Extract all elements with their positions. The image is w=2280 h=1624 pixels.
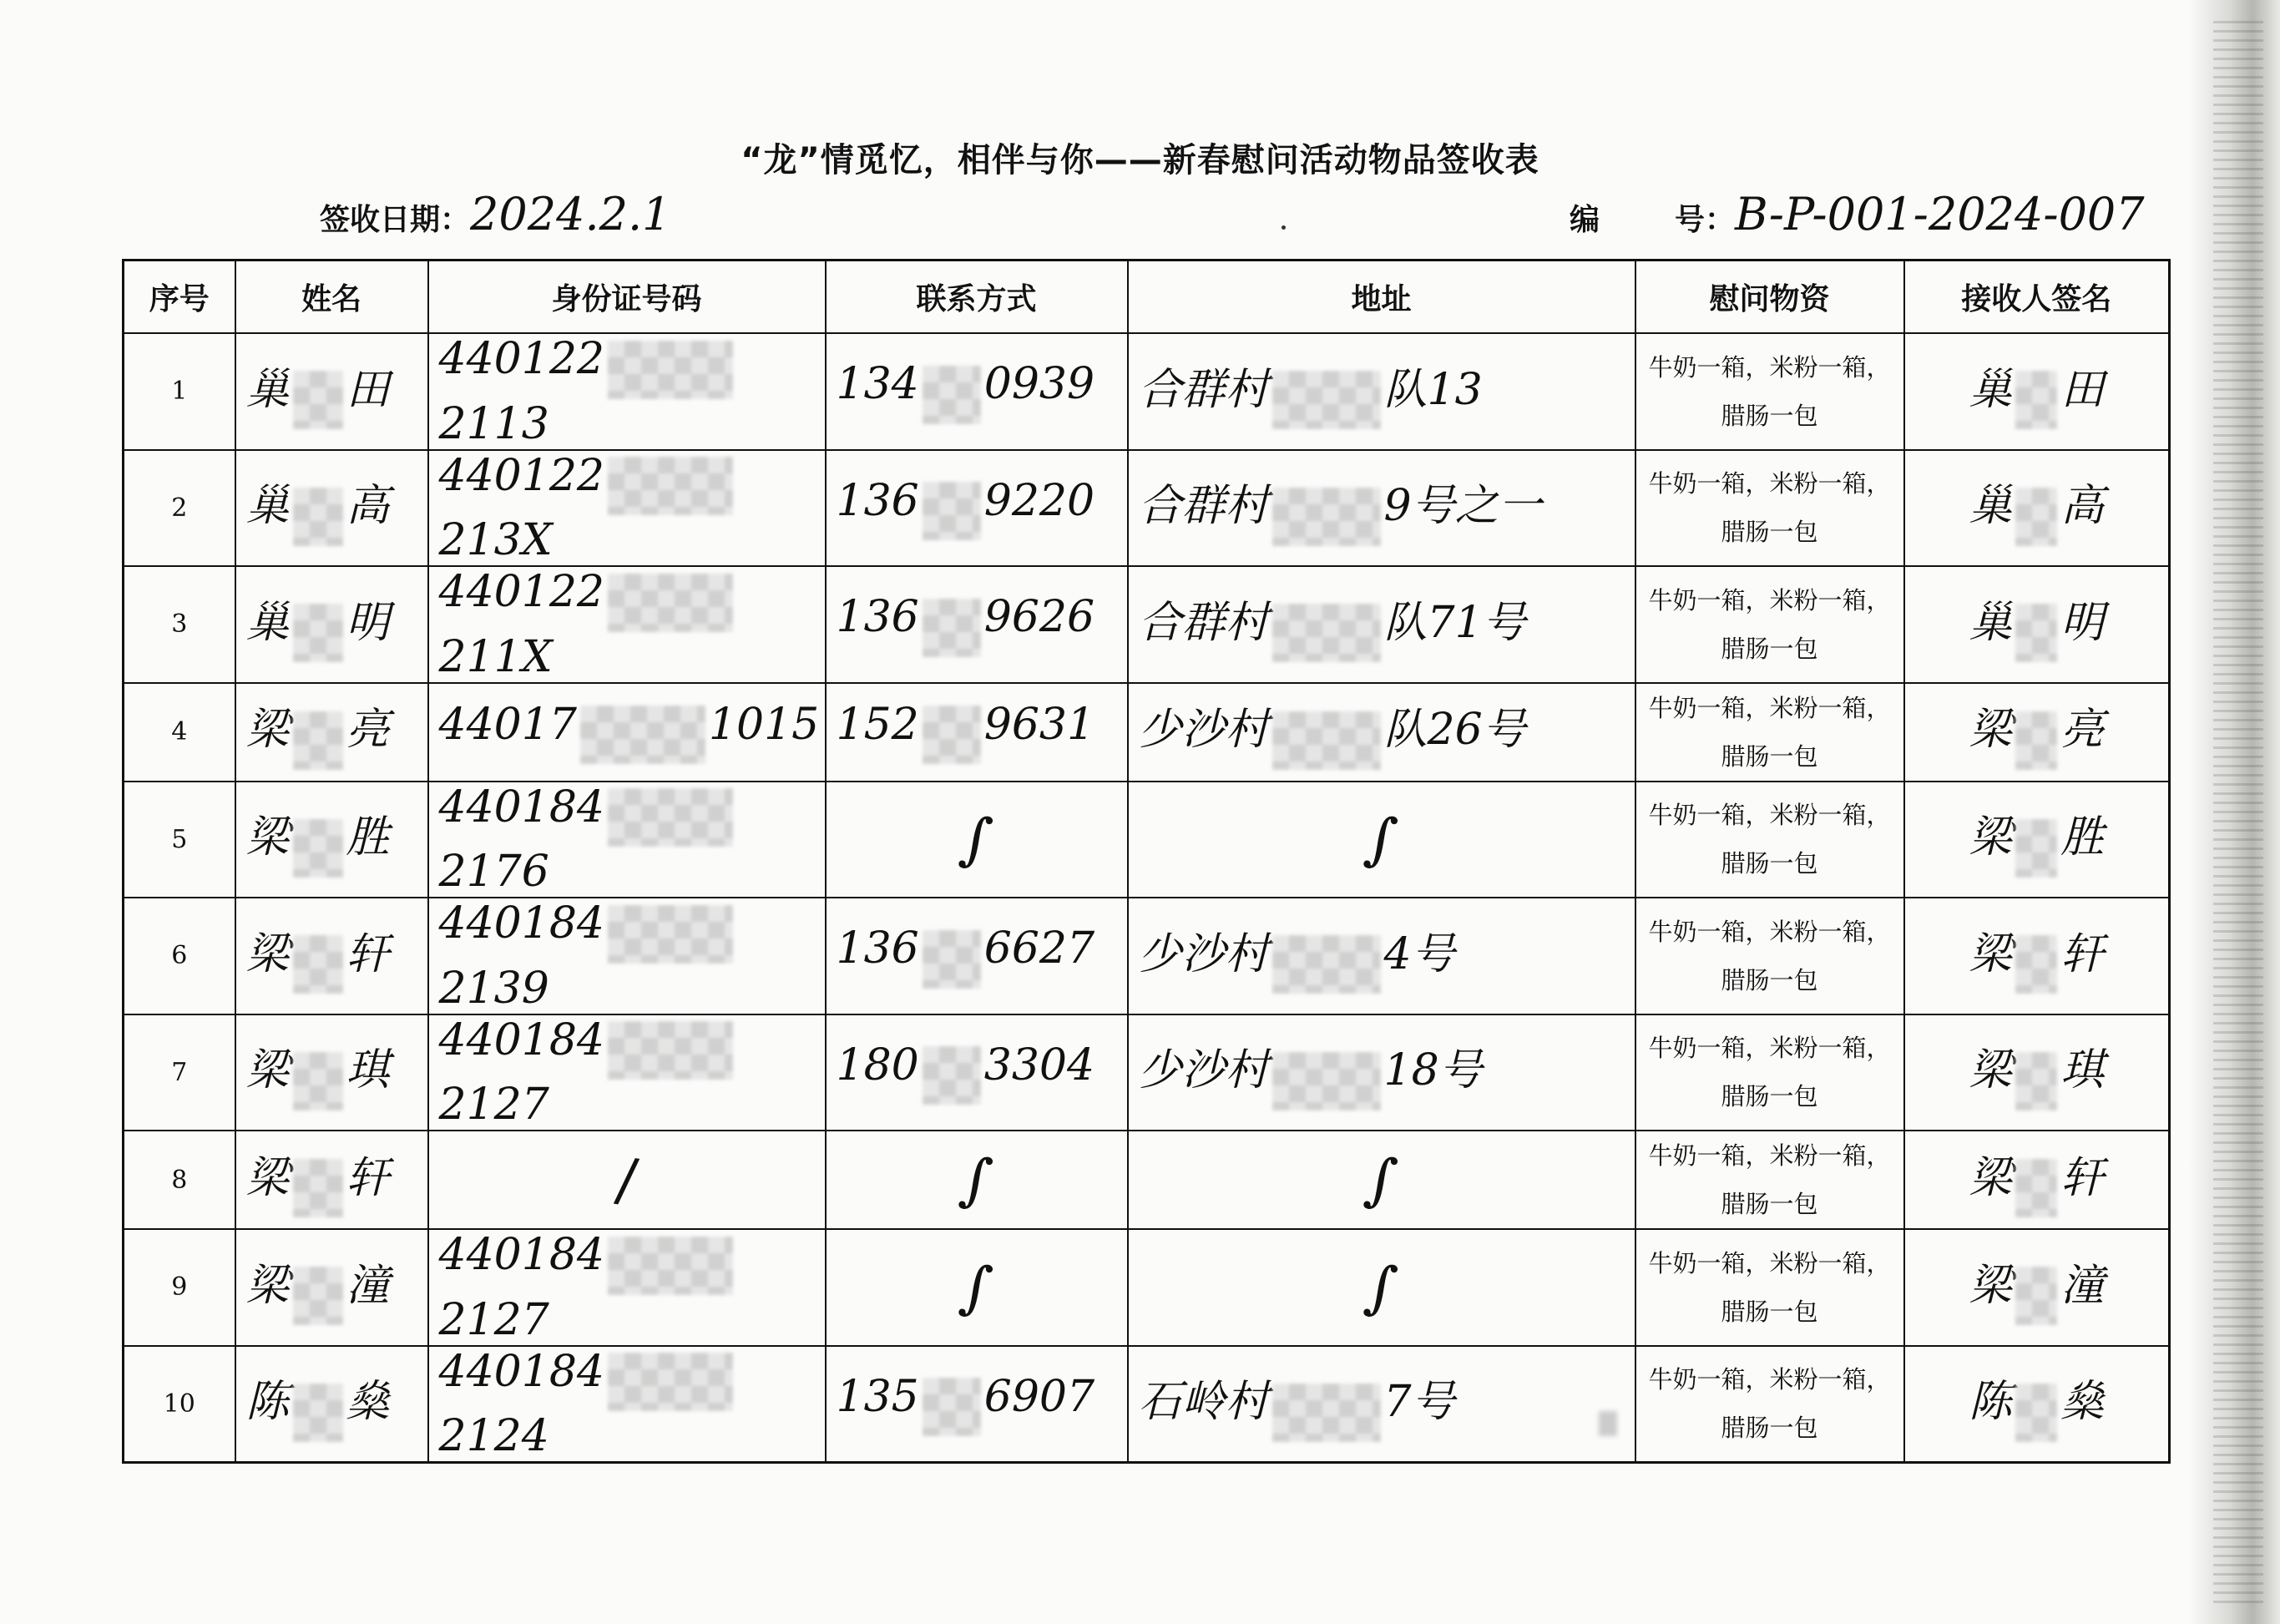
- row-address: [1128, 566, 1635, 683]
- row-phone-prefix: 152: [836, 699, 919, 750]
- row-signature-suffix: 田: [2060, 364, 2105, 415]
- row-phone-suffix: 6627: [983, 923, 1095, 974]
- row-goods: [1635, 1346, 1904, 1463]
- row-signature: [1904, 898, 2170, 1014]
- row-id-suffix: 1015: [708, 699, 820, 750]
- row-id-suffix: 2124: [438, 1411, 549, 1461]
- redaction-mask: [923, 1046, 981, 1105]
- redaction-mask: [1272, 711, 1381, 770]
- row-signature-prefix: 梁: [1969, 1152, 2013, 1203]
- table-row: [124, 683, 2170, 782]
- row-phone-prefix: 180: [836, 1040, 919, 1090]
- redaction-mask: [2015, 371, 2057, 429]
- row-name: [235, 1346, 428, 1463]
- row-goods-line2: 腊肠一包: [1721, 401, 1818, 430]
- table-body: [124, 333, 2170, 1463]
- row-id-prefix: 440122: [438, 567, 605, 617]
- row-phone-suffix: 0939: [983, 359, 1095, 409]
- table-header-row: [124, 261, 2170, 334]
- redaction-mask: [293, 1159, 343, 1217]
- redaction-mask: [608, 1237, 733, 1295]
- redaction-mask: [580, 706, 705, 764]
- row-name: [235, 1229, 428, 1346]
- row-phone-ditto-mark: ∫: [956, 1251, 997, 1323]
- table-row: [124, 898, 2170, 1014]
- row-id-suffix: 2176: [438, 847, 549, 897]
- row-name-suffix: 燊: [346, 1377, 390, 1427]
- row-phone-prefix: 136: [836, 592, 919, 642]
- row-phone-prefix: 136: [836, 475, 919, 526]
- redaction-mask: [1272, 1052, 1381, 1110]
- row-id: [428, 1229, 826, 1346]
- row-goods-line2: 腊肠一包: [1721, 1190, 1818, 1218]
- row-phone: [826, 898, 1128, 1014]
- row-signature-prefix: 巢: [1969, 481, 2013, 531]
- redaction-mask: [608, 1353, 733, 1411]
- row-address: [1128, 450, 1635, 567]
- row-name: [235, 683, 428, 782]
- row-goods-line2: 腊肠一包: [1721, 849, 1818, 878]
- sign-date-row: [320, 188, 670, 240]
- row-id-prefix: 440184: [438, 782, 605, 832]
- row-signature: [1904, 1014, 2170, 1131]
- row-goods: [1635, 333, 1904, 450]
- row-address-suffix: 9号之一: [1383, 481, 1542, 531]
- table-row: [124, 1131, 2170, 1229]
- row-id-suffix: 2127: [438, 1080, 549, 1130]
- table-row: [124, 782, 2170, 898]
- row-signature: [1904, 566, 2170, 683]
- row-signature-prefix: 巢: [1969, 364, 2013, 415]
- row-signature-prefix: 梁: [1969, 1045, 2013, 1095]
- row-phone-prefix: 134: [836, 359, 919, 409]
- row-name: [235, 450, 428, 567]
- row-seq: 10: [124, 1346, 235, 1463]
- row-phone-ditto-mark: ∫: [956, 803, 997, 876]
- row-address: [1128, 1346, 1635, 1463]
- row-name: [235, 782, 428, 898]
- row-goods-line1: 牛奶一箱，米粉一箱，: [1648, 585, 1891, 615]
- redaction-mask: [293, 935, 343, 994]
- row-address-ditto-mark: ∫: [1361, 1143, 1402, 1217]
- row-address-prefix: 合群村: [1138, 364, 1269, 415]
- row-address-prefix: 少沙村: [1138, 1045, 1269, 1095]
- redaction-mask: [608, 574, 733, 632]
- row-address-prefix: 少沙村: [1138, 705, 1269, 756]
- row-id: [428, 450, 826, 567]
- row-name: [235, 566, 428, 683]
- row-id: [428, 683, 826, 782]
- row-name-prefix: 陈: [245, 1377, 290, 1427]
- redaction-mask: [2015, 819, 2057, 878]
- row-phone: [826, 683, 1128, 782]
- redaction-mask: [608, 457, 733, 515]
- row-name-suffix: 琪: [346, 1045, 390, 1095]
- receipt-table: [122, 259, 2171, 1464]
- row-signature: [1904, 1229, 2170, 1346]
- row-goods-line2: 腊肠一包: [1721, 518, 1818, 547]
- table-row: [124, 566, 2170, 683]
- redaction-mask: [923, 599, 981, 657]
- redaction-mask: [1272, 1384, 1381, 1442]
- row-goods: [1635, 1229, 1904, 1346]
- row-address-prefix: 合群村: [1138, 481, 1269, 531]
- row-address-ditto-mark: ∫: [1361, 1251, 1402, 1323]
- row-name-suffix: 明: [346, 597, 390, 648]
- row-signature-prefix: 梁: [1969, 705, 2013, 756]
- row-id: [428, 1131, 826, 1229]
- scan-edge-grain: [2213, 17, 2263, 1603]
- row-address-suffix: 队13: [1383, 364, 1483, 415]
- row-seq: 9: [124, 1229, 235, 1346]
- row-name: [235, 1014, 428, 1131]
- scan-edge-shadow: [2188, 0, 2280, 1624]
- row-address-prefix: 少沙村: [1138, 928, 1269, 979]
- row-signature: [1904, 683, 2170, 782]
- row-signature-suffix: 高: [2060, 481, 2105, 531]
- row-address-suffix: 7号: [1383, 1377, 1455, 1427]
- row-goods: [1635, 450, 1904, 567]
- redaction-mask: [923, 930, 981, 989]
- row-phone: [826, 1346, 1128, 1463]
- row-id-prefix: 440184: [438, 898, 605, 949]
- row-id-prefix: 440122: [438, 450, 605, 501]
- row-phone: [826, 566, 1128, 683]
- row-goods-line1: 牛奶一箱，米粉一箱，: [1648, 693, 1891, 722]
- row-id-prefix: 44017: [438, 699, 577, 750]
- sign-date-value: 2024.2.1: [470, 188, 671, 240]
- scan-smudge: [1599, 1411, 1617, 1436]
- row-address-suffix: 队71号: [1383, 597, 1526, 648]
- row-signature-prefix: 梁: [1969, 812, 2013, 863]
- row-goods: [1635, 782, 1904, 898]
- row-signature-prefix: 陈: [1969, 1377, 2013, 1427]
- redaction-mask: [293, 1384, 343, 1442]
- table-row: [124, 1346, 2170, 1463]
- redaction-mask: [2015, 1159, 2057, 1217]
- row-phone: [826, 1014, 1128, 1131]
- row-phone: [826, 782, 1128, 898]
- col-header-address: 地址: [1128, 261, 1635, 334]
- row-name-prefix: 梁: [245, 705, 290, 756]
- row-signature-prefix: 巢: [1969, 597, 2013, 648]
- ink-dot: [1282, 225, 1286, 230]
- row-goods-line2: 腊肠一包: [1721, 1297, 1818, 1326]
- row-goods-line2: 腊肠一包: [1721, 1082, 1818, 1111]
- row-name-suffix: 田: [346, 364, 390, 415]
- col-header-goods: 慰问物资: [1635, 261, 1904, 334]
- row-goods-line2: 腊肠一包: [1721, 1414, 1818, 1443]
- table-row: [124, 333, 2170, 450]
- row-goods-line1: 牛奶一箱，米粉一箱，: [1648, 1034, 1891, 1063]
- row-phone-suffix: 3304: [983, 1040, 1095, 1090]
- redaction-mask: [293, 819, 343, 878]
- row-address: [1128, 333, 1635, 450]
- row-id-suffix: 211X: [438, 631, 553, 682]
- row-name-suffix: 轩: [346, 928, 390, 979]
- row-seq: 2: [124, 450, 235, 567]
- row-goods-line2: 腊肠一包: [1721, 634, 1818, 663]
- row-seq: 4: [124, 683, 235, 782]
- row-phone-ditto-mark: ∫: [956, 1143, 997, 1217]
- row-id-prefix: 440184: [438, 1346, 605, 1397]
- row-address: [1128, 782, 1635, 898]
- row-goods: [1635, 898, 1904, 1014]
- row-address: [1128, 683, 1635, 782]
- table-row: [124, 1229, 2170, 1346]
- serial-value: B-P-001-2024-007: [1735, 188, 2145, 240]
- row-name-prefix: 梁: [245, 1152, 290, 1203]
- row-address-suffix: 18号: [1383, 1045, 1483, 1095]
- row-name-suffix: 胜: [346, 812, 390, 863]
- row-signature: [1904, 1346, 2170, 1463]
- row-phone-prefix: 135: [836, 1371, 919, 1422]
- redaction-mask: [923, 1378, 981, 1436]
- row-seq: 8: [124, 1131, 235, 1229]
- row-phone-suffix: 6907: [983, 1371, 1095, 1422]
- row-name-prefix: 巢: [245, 364, 290, 415]
- redaction-mask: [1272, 488, 1381, 546]
- row-goods: [1635, 1131, 1904, 1229]
- row-name-suffix: 潼: [346, 1260, 390, 1311]
- row-address: [1128, 1131, 1635, 1229]
- row-name-prefix: 梁: [245, 1045, 290, 1095]
- row-name-prefix: 梁: [245, 812, 290, 863]
- row-phone: [826, 450, 1128, 567]
- row-signature: [1904, 782, 2170, 898]
- row-phone: [826, 333, 1128, 450]
- row-id-prefix: 440184: [438, 1230, 605, 1280]
- redaction-mask: [2015, 604, 2057, 662]
- row-name-prefix: 梁: [245, 1260, 290, 1311]
- row-signature-suffix: 轩: [2060, 1152, 2105, 1203]
- row-signature-suffix: 胜: [2060, 812, 2105, 863]
- row-goods-line1: 牛奶一箱，米粉一箱，: [1648, 469, 1891, 498]
- row-id-suffix: 2127: [438, 1294, 549, 1345]
- redaction-mask: [608, 905, 733, 964]
- row-id: [428, 898, 826, 1014]
- redaction-mask: [293, 711, 343, 770]
- row-name-suffix: 亮: [346, 705, 390, 756]
- row-phone: [826, 1131, 1128, 1229]
- row-phone: [826, 1229, 1128, 1346]
- row-id: [428, 566, 826, 683]
- row-name: [235, 898, 428, 1014]
- row-address-ditto-mark: ∫: [1361, 803, 1402, 876]
- redaction-mask: [923, 706, 981, 764]
- redaction-mask: [293, 488, 343, 546]
- row-id-ditto-mark: /: [612, 1144, 641, 1216]
- row-id-prefix: 440122: [438, 334, 605, 384]
- row-seq: 5: [124, 782, 235, 898]
- row-id-suffix: 2139: [438, 963, 549, 1014]
- col-header-seq: 序号: [124, 261, 235, 334]
- row-address: [1128, 1014, 1635, 1131]
- row-address-prefix: 合群村: [1138, 597, 1269, 648]
- row-goods-line2: 腊肠一包: [1721, 965, 1818, 994]
- row-goods-line1: 牛奶一箱，米粉一箱，: [1648, 917, 1891, 946]
- row-id: [428, 1346, 826, 1463]
- redaction-mask: [293, 1267, 343, 1325]
- row-name-prefix: 巢: [245, 597, 290, 648]
- row-goods-line1: 牛奶一箱，米粉一箱，: [1648, 1248, 1891, 1277]
- table-row: [124, 1014, 2170, 1131]
- row-name: [235, 333, 428, 450]
- row-name-suffix: 高: [346, 481, 390, 531]
- row-address-suffix: 4号: [1383, 928, 1455, 979]
- row-signature-suffix: 琪: [2060, 1045, 2105, 1095]
- redaction-mask: [293, 604, 343, 662]
- col-header-name: 姓名: [235, 261, 428, 334]
- col-header-signature: 接收人签名: [1904, 261, 2170, 334]
- redaction-mask: [2015, 488, 2057, 546]
- row-phone-suffix: 9220: [983, 475, 1095, 526]
- row-phone-suffix: 9631: [983, 699, 1095, 750]
- row-signature: [1904, 450, 2170, 567]
- row-id-prefix: 440184: [438, 1014, 605, 1065]
- redaction-mask: [923, 366, 981, 424]
- redaction-mask: [2015, 1052, 2057, 1110]
- row-phone-prefix: 136: [836, 923, 919, 974]
- serial-label-1: 编: [1570, 203, 1600, 237]
- row-signature-suffix: 轩: [2060, 928, 2105, 979]
- redaction-mask: [2015, 1267, 2057, 1325]
- row-id: [428, 782, 826, 898]
- redaction-mask: [1272, 604, 1381, 662]
- redaction-mask: [608, 788, 733, 847]
- row-phone-suffix: 9626: [983, 592, 1095, 642]
- redaction-mask: [2015, 1384, 2057, 1442]
- row-goods-line2: 腊肠一包: [1721, 741, 1818, 771]
- row-name: [235, 1131, 428, 1229]
- row-name-suffix: 轩: [346, 1152, 390, 1203]
- row-signature-suffix: 燊: [2060, 1377, 2105, 1427]
- row-id-suffix: 2113: [438, 398, 549, 449]
- row-signature-suffix: 潼: [2060, 1260, 2105, 1311]
- row-goods-line1: 牛奶一箱，米粉一箱，: [1648, 801, 1891, 830]
- table-row: [124, 450, 2170, 567]
- redaction-mask: [293, 1052, 343, 1110]
- row-signature-prefix: 梁: [1969, 1260, 2013, 1311]
- redaction-mask: [608, 341, 733, 399]
- row-goods-line1: 牛奶一箱，米粉一箱，: [1648, 1365, 1891, 1394]
- serial-row: [1570, 188, 2145, 240]
- row-signature: [1904, 333, 2170, 450]
- sign-date-label: 签收日期：: [320, 203, 471, 237]
- redaction-mask: [2015, 935, 2057, 994]
- row-id: [428, 333, 826, 450]
- row-goods: [1635, 566, 1904, 683]
- row-address: [1128, 1229, 1635, 1346]
- row-name-prefix: 巢: [245, 481, 290, 531]
- redaction-mask: [2015, 711, 2057, 770]
- row-seq: 3: [124, 566, 235, 683]
- row-goods: [1635, 683, 1904, 782]
- row-signature: [1904, 1131, 2170, 1229]
- row-goods: [1635, 1014, 1904, 1131]
- row-id: [428, 1014, 826, 1131]
- redaction-mask: [923, 482, 981, 540]
- row-seq: 6: [124, 898, 235, 1014]
- row-address-suffix: 队26号: [1383, 705, 1526, 756]
- col-header-id: 身份证号码: [428, 261, 826, 334]
- row-goods-line1: 牛奶一箱，米粉一箱，: [1648, 1141, 1891, 1170]
- row-signature-suffix: 亮: [2060, 705, 2105, 756]
- row-signature-prefix: 梁: [1969, 928, 2013, 979]
- redaction-mask: [1272, 371, 1381, 429]
- row-address-prefix: 石岭村: [1138, 1377, 1269, 1427]
- redaction-mask: [608, 1021, 733, 1080]
- col-header-phone: 联系方式: [826, 261, 1128, 334]
- row-seq: 7: [124, 1014, 235, 1131]
- form-title: “龙”情觅忆，相伴与你——新春慰问活动物品签收表: [741, 141, 1539, 180]
- redaction-mask: [293, 371, 343, 429]
- row-goods-line1: 牛奶一箱，米粉一箱，: [1648, 352, 1891, 382]
- redaction-mask: [1272, 935, 1381, 994]
- row-seq: 1: [124, 333, 235, 450]
- row-address: [1128, 898, 1635, 1014]
- row-id-suffix: 213X: [438, 515, 553, 565]
- row-signature-suffix: 明: [2060, 597, 2105, 648]
- serial-label-2: 号：: [1675, 203, 1736, 237]
- row-name-prefix: 梁: [245, 928, 290, 979]
